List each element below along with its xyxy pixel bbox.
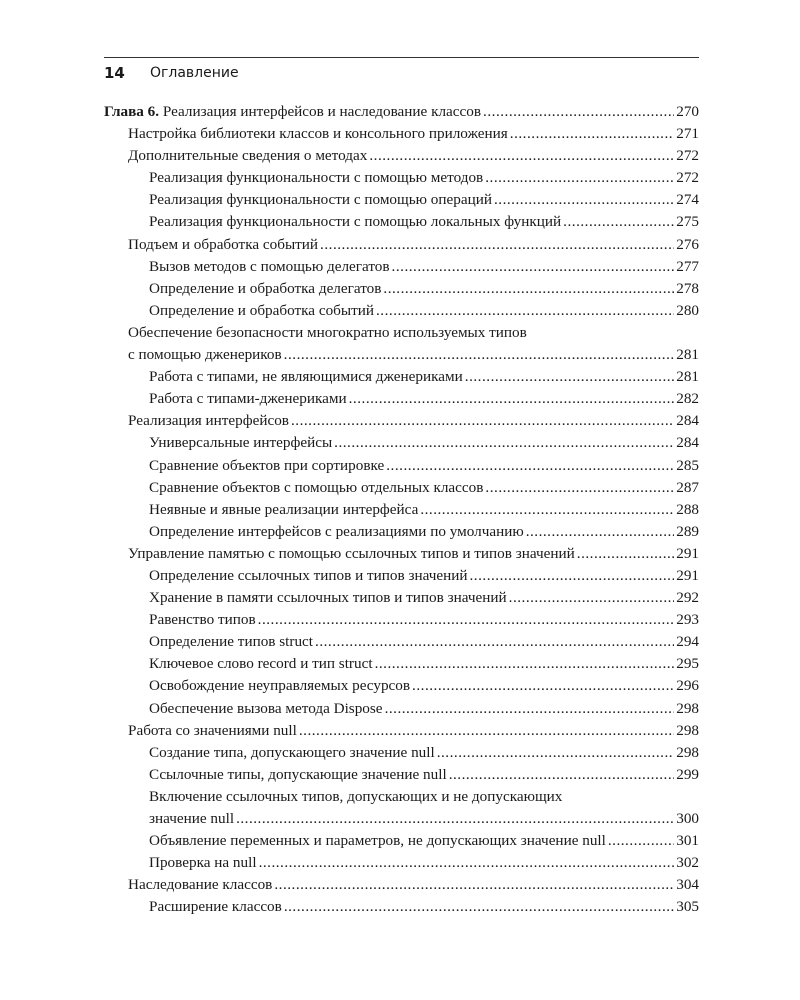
toc-entry-text: Работа с типами, не являющимися дженериками <box>149 368 463 386</box>
dot-leader <box>608 830 674 852</box>
toc-entry[interactable] <box>104 852 699 874</box>
toc-entry-title <box>149 211 561 233</box>
toc-entry-text: Проверка на null <box>149 854 257 872</box>
toc-entry[interactable] <box>104 764 699 786</box>
toc-entry-title <box>149 278 381 300</box>
toc-page-number: 292 <box>676 589 699 607</box>
toc-entry-text: Определение и обработка событий <box>149 301 374 319</box>
toc-entry[interactable] <box>104 521 699 543</box>
dot-leader <box>383 278 674 300</box>
table-of-contents <box>104 101 699 918</box>
toc-page-number: 305 <box>676 898 699 916</box>
toc-entry-title <box>149 366 463 388</box>
toc-entry[interactable] <box>104 145 699 167</box>
toc-entry-text: с помощью дженериков <box>128 346 282 364</box>
toc-entry[interactable] <box>104 410 699 432</box>
dot-leader <box>526 521 675 543</box>
toc-page-number: 296 <box>676 677 699 695</box>
dot-leader <box>386 455 674 477</box>
toc-page-number: 304 <box>676 876 699 894</box>
toc-entry-text: Реализация интерфейсов и наследование классов <box>162 103 482 120</box>
toc-entry[interactable] <box>104 830 699 852</box>
toc-entry-title <box>149 256 390 278</box>
toc-entry[interactable] <box>104 543 699 565</box>
toc-page-number: 298 <box>676 743 699 761</box>
toc-page-number: 291 <box>676 566 699 584</box>
dot-leader <box>259 852 675 874</box>
toc-entry-text: Обеспечение вызова метода Dispose <box>149 699 383 717</box>
toc-entry[interactable] <box>104 322 699 366</box>
toc-entry-title <box>149 565 468 587</box>
dot-leader <box>577 543 674 565</box>
dot-leader <box>376 300 674 322</box>
dot-leader <box>483 101 674 123</box>
dot-leader <box>494 189 674 211</box>
toc-entry-text: Хранение в памяти ссылочных типов и типов значений <box>149 589 507 607</box>
toc-entry[interactable] <box>104 101 699 123</box>
dot-leader <box>258 609 675 631</box>
dot-leader <box>236 808 674 830</box>
toc-entry-title <box>149 631 313 653</box>
toc-entry[interactable] <box>104 388 699 410</box>
toc-entry[interactable] <box>104 786 699 830</box>
toc-page-number: 280 <box>676 301 699 319</box>
toc-entry-title <box>128 543 575 565</box>
toc-entry-title <box>149 477 483 499</box>
toc-page-number: 281 <box>676 368 699 386</box>
toc-page-number: 272 <box>676 169 699 187</box>
dot-leader <box>437 742 675 764</box>
toc-entry-text: Определение интерфейсов с реализациями по умолчанию <box>149 522 524 540</box>
toc-page-number: 299 <box>676 765 699 783</box>
dot-leader <box>291 410 674 432</box>
toc-entry[interactable] <box>104 278 699 300</box>
toc-entry-text: Управление памятью с помощью ссылочных типов и типов значений <box>128 544 575 562</box>
dot-leader <box>274 874 674 896</box>
dot-leader <box>563 211 674 233</box>
toc-entry-text: Сравнение объектов с помощью отдельных классов <box>149 478 484 496</box>
toc-page-number: 284 <box>676 434 699 452</box>
toc-page-number: 298 <box>676 721 699 739</box>
toc-entry-title <box>149 388 347 410</box>
dot-leader <box>315 631 674 653</box>
dot-leader <box>420 499 674 521</box>
toc-entry-text: Работа со значениями null <box>128 721 297 739</box>
toc-entry-title <box>128 145 367 167</box>
toc-entry[interactable] <box>104 234 699 256</box>
toc-entry-title <box>128 410 289 432</box>
toc-entry-text: Подъем и обработка событий <box>128 235 319 253</box>
toc-page-number: 272 <box>676 147 699 165</box>
toc-entry-title <box>149 167 483 189</box>
toc-entry-title-line1: Обеспечение безопасности многократно используемых типов <box>128 323 527 341</box>
toc-entry-text: Вызов методов с помощью делегатов <box>149 257 390 275</box>
toc-entry-title <box>149 896 282 918</box>
dot-leader <box>392 256 675 278</box>
toc-page-number: 281 <box>676 346 699 364</box>
page-number: 14 <box>104 64 125 82</box>
toc-entry-text: Ключевое слово record и тип struct <box>149 655 373 673</box>
toc-page-number: 270 <box>676 103 699 120</box>
toc-entry-text: Универсальные интерфейсы <box>149 434 333 452</box>
toc-entry-title <box>149 830 606 852</box>
dot-leader <box>375 653 675 675</box>
dot-leader <box>509 587 675 609</box>
dot-leader <box>334 432 674 454</box>
toc-entry[interactable] <box>104 565 699 587</box>
toc-page-number: 289 <box>676 522 699 540</box>
toc-page-number: 287 <box>676 478 699 496</box>
toc-entry[interactable] <box>104 631 699 653</box>
toc-entry-text: Освобождение неуправляемых ресурсов <box>149 677 411 695</box>
toc-entry-title <box>149 189 492 211</box>
toc-entry-text: Неявные и явные реализации интерфейса <box>149 500 419 518</box>
toc-entry-title <box>128 874 272 896</box>
toc-entry-text: Определение ссылочных типов и типов значений <box>149 566 468 584</box>
dot-leader <box>485 477 674 499</box>
toc-entry-title <box>149 852 257 874</box>
toc-entry-text: Реализация функциональности с помощью операций <box>149 191 492 209</box>
toc-page-number: 302 <box>676 854 699 872</box>
toc-entry[interactable] <box>104 123 699 145</box>
toc-entry-title <box>149 675 410 697</box>
toc-entry-text: Расширение классов <box>149 898 282 916</box>
toc-entry-title <box>128 344 282 366</box>
dot-leader <box>385 698 675 720</box>
toc-entry-title <box>149 609 256 631</box>
toc-entry[interactable] <box>104 455 699 477</box>
toc-entry-title <box>149 587 507 609</box>
toc-entry[interactable] <box>104 698 699 720</box>
toc-entry[interactable] <box>104 300 699 322</box>
page-header <box>104 57 699 84</box>
toc-entry-text: Настройка библиотеки классов и консольного приложения <box>128 125 508 143</box>
dot-leader <box>284 344 675 366</box>
dot-leader <box>299 720 674 742</box>
toc-page-number: 277 <box>676 257 699 275</box>
toc-entry-title <box>149 432 332 454</box>
toc-entry[interactable] <box>104 609 699 631</box>
toc-entry-text: значение null <box>149 810 235 827</box>
toc-page-number: 291 <box>676 544 699 562</box>
toc-page-number: 294 <box>676 633 699 651</box>
toc-entry-text: Реализация функциональности с помощью методов <box>149 169 484 187</box>
dot-leader <box>284 896 674 918</box>
toc-entry-text: Определение типов struct <box>149 633 314 651</box>
dot-leader <box>470 565 675 587</box>
toc-page-number: 271 <box>676 125 699 143</box>
toc-page-number: 284 <box>676 412 699 430</box>
toc-entry[interactable] <box>104 366 699 388</box>
toc-entry[interactable] <box>104 432 699 454</box>
toc-entry-text: Ссылочные типы, допускающие значение null <box>149 765 447 783</box>
toc-page-number: 282 <box>676 390 699 408</box>
dot-leader <box>369 145 674 167</box>
toc-page-number: 274 <box>676 191 699 209</box>
dot-leader <box>465 366 674 388</box>
toc-entry-title <box>149 521 524 543</box>
toc-entry-title <box>104 101 481 123</box>
toc-page-number: 278 <box>676 279 699 297</box>
toc-entry[interactable] <box>104 167 699 189</box>
toc-entry[interactable] <box>104 477 699 499</box>
toc-entry-text: Объявление переменных и параметров, не допускающих значение null <box>149 832 606 850</box>
toc-entry[interactable] <box>104 211 699 233</box>
toc-page-number: 295 <box>676 655 699 673</box>
toc-entry-title <box>149 742 435 764</box>
toc-entry[interactable] <box>104 742 699 764</box>
toc-entry[interactable] <box>104 675 699 697</box>
toc-entry[interactable] <box>104 896 699 918</box>
toc-entry-title <box>149 455 384 477</box>
dot-leader <box>485 167 674 189</box>
dot-leader <box>510 123 674 145</box>
toc-entry[interactable] <box>104 587 699 609</box>
toc-entry-text: Наследование классов <box>128 876 273 894</box>
toc-entry-title <box>128 123 508 145</box>
toc-page-number: 300 <box>676 810 699 827</box>
toc-page-number: 293 <box>676 611 699 629</box>
toc-entry-text: Определение и обработка делегатов <box>149 279 382 297</box>
toc-entry-title <box>149 653 373 675</box>
toc-page-number: 276 <box>676 235 699 253</box>
toc-entry-title <box>149 300 374 322</box>
toc-entry[interactable] <box>104 189 699 211</box>
toc-entry-text: Реализация функциональности с помощью локальных функций <box>149 213 562 231</box>
running-title: Оглавление <box>150 65 239 81</box>
toc-entry-title <box>149 499 418 521</box>
chapter-label: Глава 6. <box>104 103 160 120</box>
toc-entry-title <box>149 808 234 830</box>
toc-entry-text: Равенство типов <box>149 611 256 629</box>
toc-entry[interactable] <box>104 256 699 278</box>
toc-entry-text: Дополнительные сведения о методах <box>128 147 368 165</box>
toc-page-number: 285 <box>676 456 699 474</box>
toc-entry[interactable] <box>104 720 699 742</box>
toc-entry-title <box>128 720 297 742</box>
toc-entry-title <box>128 234 318 256</box>
toc-entry[interactable] <box>104 499 699 521</box>
toc-entry-text: Сравнение объектов при сортировке <box>149 456 385 474</box>
toc-entry-text: Реализация интерфейсов <box>128 412 289 430</box>
toc-entry-text: Создание типа, допускающего значение null <box>149 743 435 761</box>
dot-leader <box>349 388 675 410</box>
toc-page-number: 301 <box>676 832 699 850</box>
toc-entry[interactable] <box>104 653 699 675</box>
dot-leader <box>449 764 675 786</box>
toc-entry-text: Работа с типами-дженериками <box>149 390 347 408</box>
toc-entry-title-line1: Включение ссылочных типов, допускающих и не допускающих <box>149 787 563 805</box>
toc-entry-title <box>149 698 383 720</box>
dot-leader <box>320 234 674 256</box>
toc-entry[interactable] <box>104 874 699 896</box>
toc-entry-title <box>149 764 447 786</box>
toc-page-number: 288 <box>676 500 699 518</box>
toc-page-number: 275 <box>676 213 699 231</box>
dot-leader <box>412 675 674 697</box>
toc-page-number: 298 <box>676 699 699 717</box>
